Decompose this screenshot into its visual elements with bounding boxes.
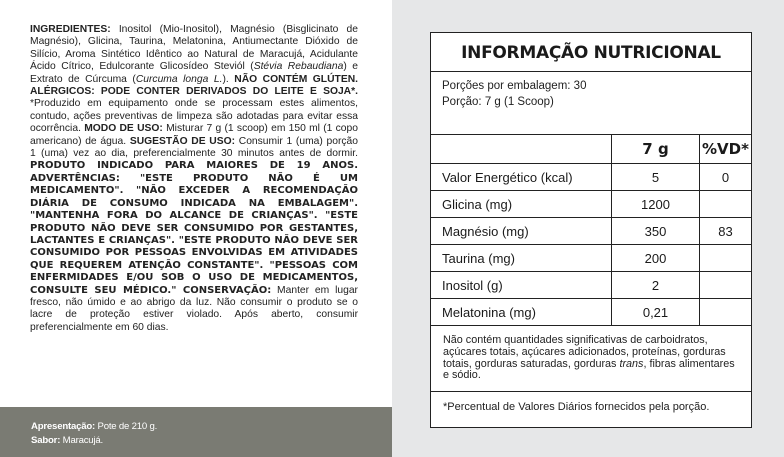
header-vd: %VD* bbox=[699, 135, 751, 163]
note-text-end: , fibras alimentares e sódio. bbox=[443, 357, 735, 382]
nutrient-vd: 83 bbox=[699, 218, 751, 244]
nutrient-qty: 0,21 bbox=[611, 299, 699, 325]
nutrient-vd: 0 bbox=[699, 164, 751, 190]
nutrient-qty: 200 bbox=[611, 245, 699, 271]
produced-note: *Produzido em equipamento onde se processam estes alimentos, contudo, ações preventivas de limpeza são adotadas para evitar essa ocorrência. bbox=[30, 98, 358, 135]
nutrient-name: Magnésio (mg) bbox=[442, 224, 529, 239]
nutrition-table bbox=[431, 134, 751, 326]
nutrient-qty: 350 bbox=[611, 218, 699, 244]
nutrient-vd bbox=[699, 191, 751, 217]
nutrition-facts-panel bbox=[430, 32, 752, 428]
ingredients-list-3: ). bbox=[222, 73, 229, 85]
suggestion-text: Consumir 1 (uma) porção 1 (uma) vez ao dia, preferencialmente 30 minutos antes de dormir. bbox=[30, 135, 359, 160]
nutrient-vd bbox=[699, 272, 751, 298]
flavor-label: Sabor: bbox=[31, 435, 61, 446]
usage-text: Misturar 7 g (1 scoop) em 150 ml (1 copo americano) de água. bbox=[30, 123, 358, 147]
presentation-value: Pote de 210 g. bbox=[95, 421, 158, 432]
note-trans: trans bbox=[619, 357, 644, 370]
nutrient-vd bbox=[699, 245, 751, 271]
servings-info bbox=[442, 79, 586, 110]
nutrient-vd bbox=[699, 299, 751, 325]
title-divider bbox=[431, 71, 751, 72]
conservation-text: Manter em lugar fresco, não úmido e ao abrigo da luz. Não consumir o produto se o lacre de proteção estiver violado. Após aberto, consumir preferencialmente em 60 dias. bbox=[30, 284, 358, 333]
allergen-warning: ALÉRGICOS: PODE CONTER DERIVADOS DO LEITE E SOJA*. bbox=[30, 86, 358, 98]
presentation-line bbox=[31, 421, 157, 432]
nutrient-name: Inositol (g) bbox=[442, 278, 503, 293]
nutrition-title: INFORMAÇÃO NUTRICIONAL bbox=[461, 43, 721, 63]
curcuma-name: Curcuma longa L. bbox=[135, 73, 223, 85]
table-row bbox=[431, 217, 751, 244]
nutrient-qty: 5 bbox=[611, 164, 699, 190]
servings-per-package: Porções por embalagem: 30 bbox=[442, 80, 587, 92]
product-footer bbox=[0, 407, 392, 457]
nutrient-name: Taurina (mg) bbox=[442, 251, 515, 266]
header-qty: 7 g bbox=[611, 135, 699, 163]
table-bottom-divider bbox=[431, 325, 751, 326]
serving-size: Porção: 7 g (1 Scoop) bbox=[442, 95, 554, 108]
ingredients-list-2: ) e Extrato de Cúrcuma ( bbox=[30, 61, 358, 85]
nutrient-name: Melatonina (mg) bbox=[442, 305, 536, 320]
table-row bbox=[431, 244, 751, 271]
not-significant-note bbox=[443, 335, 743, 382]
ingredients-text bbox=[30, 24, 358, 334]
footnote-divider bbox=[431, 391, 751, 392]
table-row bbox=[431, 190, 751, 217]
suggestion-label: SUGESTÃO DE USO: bbox=[129, 135, 236, 147]
gluten-warning: NÃO CONTÉM GLÚTEN. bbox=[234, 73, 358, 85]
ingredients-label: INGREDIENTES: bbox=[30, 24, 111, 35]
table-header bbox=[431, 134, 751, 163]
presentation-label: Apresentação: bbox=[31, 421, 96, 432]
nutrient-name: Valor Energético (kcal) bbox=[442, 170, 573, 185]
nutrient-qty: 1200 bbox=[611, 191, 699, 217]
table-row bbox=[431, 298, 751, 325]
usage-label: MODO DE USO: bbox=[84, 123, 163, 135]
flavor-line bbox=[31, 435, 103, 446]
nutrient-qty: 2 bbox=[611, 272, 699, 298]
note-text: Não contém quantidades significativas de carboidratos, açúcares totais, açúcares adicionados, proteínas, gorduras totais, gorduras saturadas, gorduras bbox=[443, 334, 726, 370]
stevia-name: Stévia Rebaudiana bbox=[253, 61, 344, 73]
table-row bbox=[431, 271, 751, 298]
nutrient-name: Glicina (mg) bbox=[442, 197, 513, 212]
flavor-value: Maracujá. bbox=[60, 435, 103, 446]
ingredients-list: Inositol (Mio-Inositol), Magnésio (Bisglicinato de Magnésio), Glicina, Taurina, Melatonina, Antiumectante Dióxido de Silício, Aroma Sintético Idêntico ao Natural de Maracujá, Acidulante Ácido Cítrico, Edulcorante Glicosídeo Steviól ( bbox=[30, 24, 358, 73]
table-row bbox=[431, 163, 751, 190]
warnings-text: PRODUTO INDICADO PARA MAIORES DE 19 ANOS. ADVERTÊNCIAS: "ESTE PRODUTO NÃO É UM MEDICAMENTO". "NÃO EXCEDER A RECOMENDAÇÃO DIÁRIA DE CONSUMO INDICADA NA EMBALAGEM". "MANTENHA FORA DO ALCANCE DE CRIANÇAS". "ESTE PRODUTO NÃO DEVE SER CONSUMIDO POR GESTANTES, LACTANTES E CRIANÇAS". "ESTE PRODUTO NÃO DEVE SER CONSUMIDO POR PESSOAS ENVOLVIDAS EM ATIVIDADES QUE REQUEREM ATENÇÃO CONSTANTE". "PESSOAS COM ENFERMIDADES E/OU SOB O USO DE MEDICAMENTOS, CONSULTE SEU MÉDICO." CONSERVAÇÃO: bbox=[30, 160, 358, 296]
daily-value-footnote: *Percentual de Valores Diários fornecidos pela porção. bbox=[443, 401, 710, 413]
